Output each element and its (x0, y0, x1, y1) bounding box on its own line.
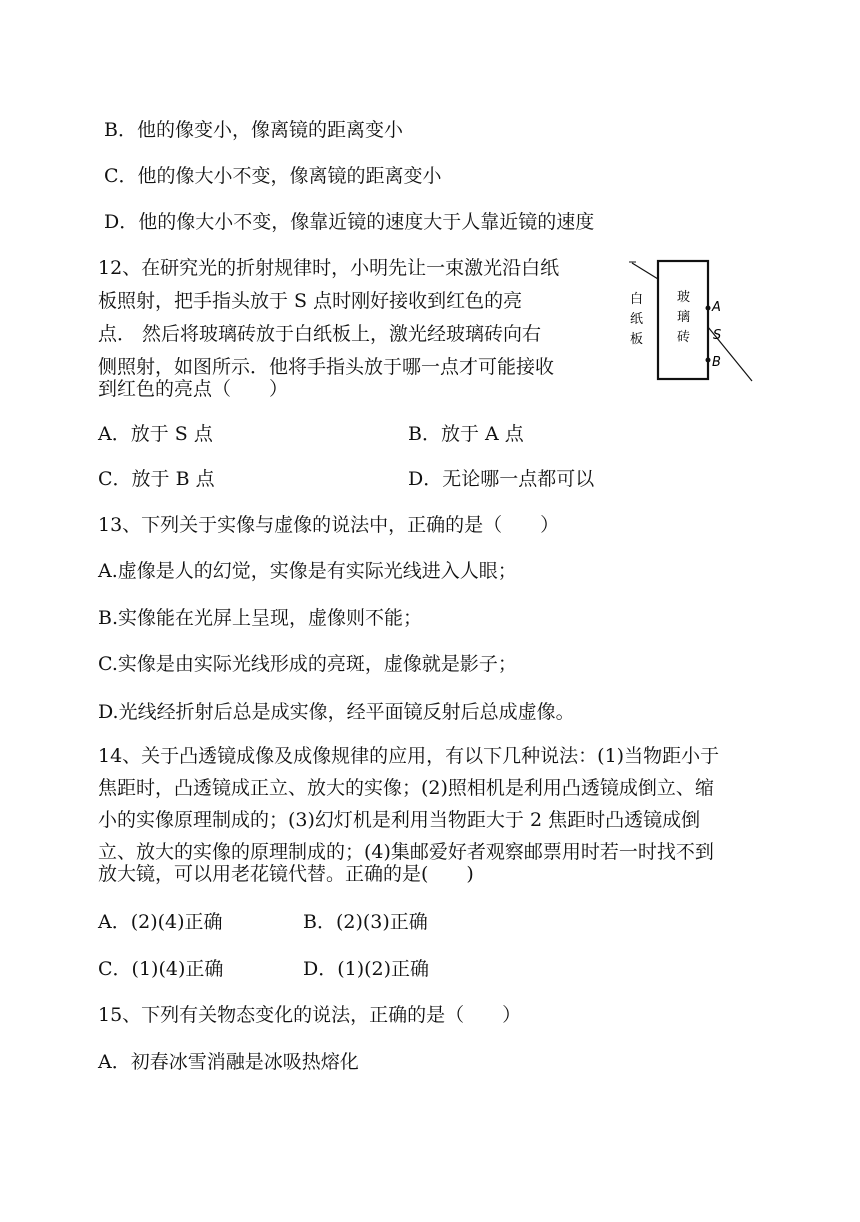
glass-refraction-figure (622, 255, 762, 395)
q12-stem-line: 到红色的亮点（ ） (98, 378, 289, 400)
q14-stem-line: 焦距时，凸透镜成正立、放大的实像；(2)照相机是利用凸透镜成倒立、缩 (98, 777, 714, 799)
q12-option-a: A．放于 S 点 (98, 423, 213, 445)
point-a-label: A (712, 300, 721, 315)
q15-option-a: A．初春冰雪消融是冰吸热熔化 (98, 1051, 359, 1073)
q13-option-c: C.实像是由实际光线形成的亮斑，虚像就是影子； (98, 653, 517, 675)
incident-ray (632, 263, 658, 279)
q13-stem: 13、下列关于实像与虚像的说法中，正确的是（ ） (98, 514, 560, 536)
board-label-char: 纸 (630, 312, 644, 327)
q14-stem-line: 放大镜，可以用老花镜代替。正确的是( ) (98, 863, 474, 885)
q15-stem: 15、下列有关物态变化的说法，正确的是（ ） (98, 1004, 522, 1026)
point-s-label: S (713, 328, 722, 343)
q14-option-b: B．(2)(3)正确 (303, 911, 428, 933)
board-label-char: 板 (630, 332, 644, 347)
option-c: C．他的像大小不变，像离镜的距离变小 (104, 165, 442, 187)
point-b-label: B (712, 355, 721, 370)
q14-option-c: C．(1)(4)正确 (98, 958, 224, 980)
board-label-char: 白 (630, 292, 644, 307)
q12-stem-line: 板照射，把手指头放于 S 点时刚好接收到红色的亮 (98, 290, 523, 312)
q14-option-d: D．(1)(2)正确 (303, 958, 430, 980)
q14-option-a: A．(2)(4)正确 (98, 911, 223, 933)
q14-stem-line: 小的实像原理制成的；(3)幻灯机是利用当物距大于 2 焦距时凸透镜成倒 (98, 809, 701, 831)
q14-stem-line: 14、关于凸透镜成像及成像规律的应用，有以下几种说法：(1)当物距小于 (98, 745, 720, 767)
q12-option-b: B．放于 A 点 (408, 423, 524, 445)
q13-option-d: D.光线经折射后总是成实像，经平面镜反射后总成虚像。 (98, 701, 575, 723)
q12-option-d: D．无论哪一点都可以 (408, 468, 595, 490)
point-a-dot (706, 306, 711, 311)
q12-stem-line: 点． 然后将玻璃砖放于白纸板上，激光经玻璃砖向右 (98, 323, 542, 345)
q13-option-a: A.虚像是人的幻觉，实像是有实际光线进入人眼； (98, 560, 517, 582)
q13-option-b: B.实像能在光屏上呈现，虚像则不能； (98, 607, 423, 629)
q12-stem-line: 12、在研究光的折射规律时，小明先让一束激光沿白纸 (98, 257, 560, 279)
point-b-dot (706, 358, 711, 363)
q12-option-c: C．放于 B 点 (98, 468, 215, 490)
option-d: D．他的像大小不变，像靠近镜的速度大于人靠近镜的速度 (104, 211, 595, 233)
option-b: B．他的像变小，像离镜的距离变小 (104, 119, 403, 141)
glass-label-char: 砖 (677, 330, 691, 345)
glass-label-char: 玻 (677, 290, 691, 305)
q12-stem-line: 侧照射，如图所示．他将手指头放于哪一点才可能接收 (98, 356, 555, 378)
glass-label-char: 璃 (677, 310, 691, 325)
q14-stem-line: 立、放大的实像的原理制成的；(4)集邮爱好者观察邮票用时若一时找不到 (98, 841, 714, 863)
